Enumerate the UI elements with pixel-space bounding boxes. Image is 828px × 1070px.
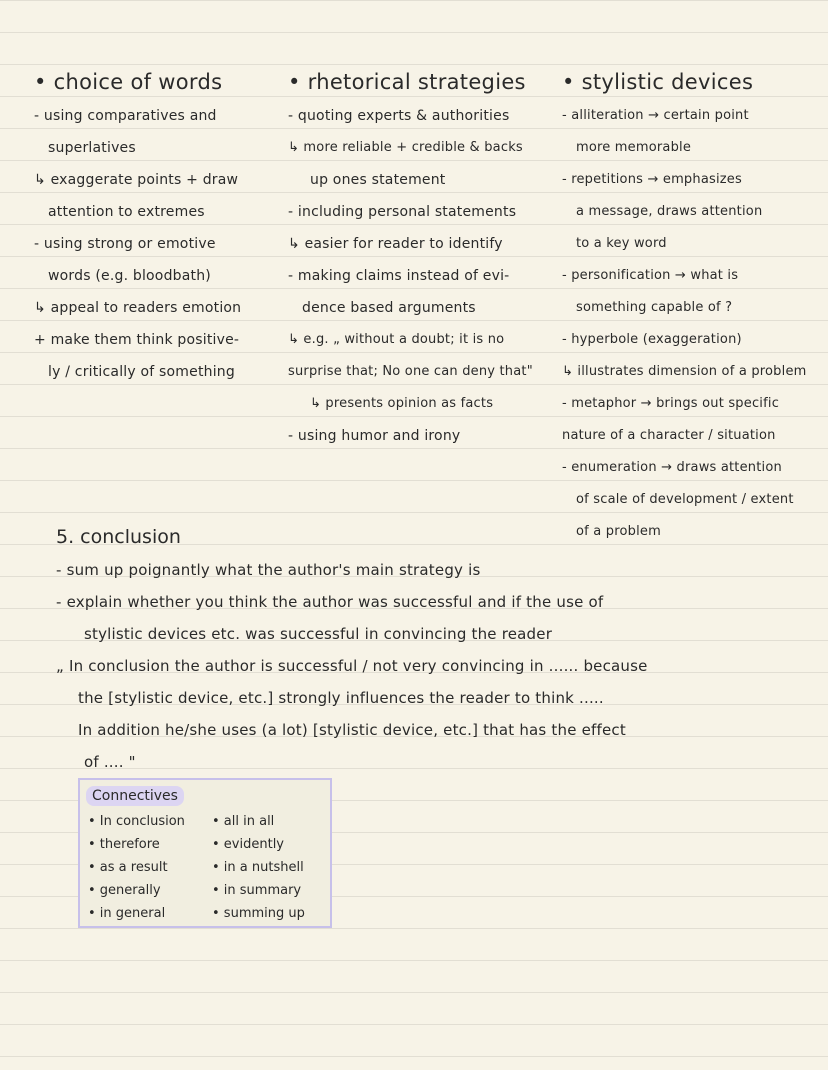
connective-item: • in summary [212,883,302,898]
note-line: - repetitions → emphasizes [562,172,742,187]
note-line: attention to extremes [48,204,205,220]
note-line: ↳ e.g. „ without a doubt; it is no [288,332,505,347]
connective-item: • In conclusion [88,814,185,829]
heading-choice-of-words: • choice of words [34,70,223,94]
note-line: ↳ illustrates dimension of a problem [562,364,807,379]
connectives-list-left [88,810,185,925]
note-line: - including personal statements [288,204,517,220]
note-line: ↳ presents opinion as facts [310,396,494,411]
note-line: - hyperbole (exaggeration) [562,332,742,347]
note-line: to a key word [576,236,667,251]
connective-item: • all in all [212,814,275,829]
connective-item: • in a nutshell [212,860,304,875]
note-line: - using comparatives and [34,108,217,124]
note-line: - quoting experts & authorities [288,108,510,124]
note-line: of a problem [576,524,661,539]
connective-item: • in general [88,906,166,921]
connective-item: • therefore [88,837,160,852]
conclusion-line: In addition he/she uses (a lot) [stylistic device, etc.] that has the effect [78,721,626,739]
connectives-title: Connectives [86,786,184,806]
note-line: ↳ exaggerate points + draw [34,172,239,188]
note-line: something capable of ? [576,300,733,315]
note-line: superlatives [48,140,136,156]
note-line: - alliteration → certain point [562,108,749,123]
note-line: ↳ easier for reader to identify [288,236,503,252]
note-line: + make them think positive- [34,332,240,348]
note-line: - personification → what is [562,268,739,283]
conclusion-line: - explain whether you think the author was successful and if the use of [56,593,604,611]
note-line: words (e.g. bloodbath) [48,268,211,284]
note-line: - making claims instead of evi- [288,268,510,284]
note-line: dence based arguments [302,300,476,316]
note-line: surprise that; No one can deny that" [288,364,533,379]
column-rhetorical-strategies [288,64,556,452]
note-line: ly / critically of something [48,364,235,380]
heading-rhetorical-strategies: • rhetorical strategies [288,70,526,94]
note-line: nature of a character / situation [562,428,776,443]
column-choice-of-words [34,64,274,388]
connectives-list-right [212,810,305,925]
conclusion-section [56,520,816,778]
heading-stylistic-devices: • stylistic devices [562,70,754,94]
connective-item: • as a result [88,860,168,875]
note-line: up ones statement [310,172,446,188]
note-line: a message, draws attention [576,204,763,219]
conclusion-line: „ In conclusion the author is successful / not very convincing in ...... because [56,657,648,675]
conclusion-line: of .... " [84,753,136,771]
note-line: - enumeration → draws attention [562,460,782,475]
connective-item: • evidently [212,837,284,852]
connectives-box [78,778,332,928]
note-line: - using strong or emotive [34,236,216,252]
note-line: - metaphor → brings out specific [562,396,780,411]
conclusion-line: - sum up poignantly what the author's main strategy is [56,561,481,579]
connective-item: • summing up [212,906,305,921]
note-line: - using humor and irony [288,428,461,444]
column-stylistic-devices [562,64,824,548]
connective-item: • generally [88,883,161,898]
note-line: of scale of development / extent [576,492,794,507]
note-line: ↳ more reliable + credible & backs [288,140,523,155]
conclusion-title: 5. conclusion [56,526,181,548]
conclusion-line: stylistic devices etc. was successful in convincing the reader [84,625,553,643]
note-line: ↳ appeal to readers emotion [34,300,242,316]
conclusion-line: the [stylistic device, etc.] strongly influences the reader to think ..... [78,689,604,707]
note-line: more memorable [576,140,692,155]
